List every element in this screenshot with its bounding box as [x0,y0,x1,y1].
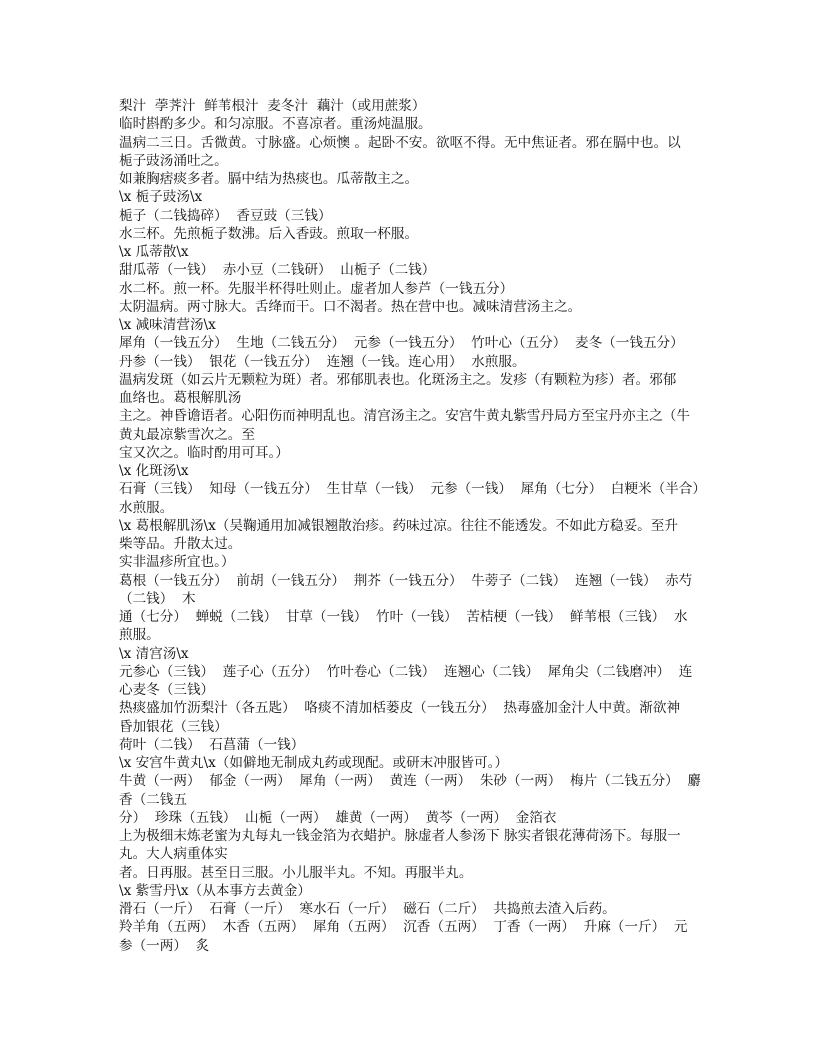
text-line: 柴等品。升散太过。 [119,536,242,552]
ingredient-line: 香（二钱五 [119,791,187,808]
formula-heading: \x 瓜蒂散\x [119,244,189,260]
text-line: 如兼胸痞痰多者。膈中结为热痰也。瓜蒂散主之。 [119,171,419,187]
text-line: 主之。神昏谵语者。心阳伤而神明乱也。清宫汤主之。安宫牛黄丸紫雪丹局方至宝丹亦主之（牛 [119,408,690,425]
text-line: 温病发斑（如云片无颗粒为斑）者。邪郁肌表也。化斑汤主之。发疹（有颗粒为疹）者。邪郁 [119,371,677,388]
ingredient-line: 牛黄（一两） 郁金（一两） 犀角（一两） 黄连（一两） 朱砂（一两） 梅片（二钱五分） 麝 [119,773,702,790]
text-line: 煎服。 [119,627,160,644]
ingredient-line: 石膏（三钱） 知母（一钱五分） 生甘草（一钱） 元参（一钱） 犀角（七分） 白粳米（半合） [119,481,706,498]
ingredient-line: 甜瓜蒂（一钱） 赤小豆（二钱研） 山栀子（二钱） [119,262,436,279]
ingredient-line: 犀角（一钱五分） 生地（二钱五分） 元参（一钱五分） 竹叶心（五分） 麦冬（一钱五分） [119,335,684,352]
text-line: 水煎服。 [119,499,174,516]
ingredient-line: 滑石（一斤） 石膏（一斤） 寒水石（一斤） 磁石（二斤） 共捣煎去渣入后药。 [119,901,616,917]
text-line: 太阴温病。两寸脉大。舌绛而干。口不渴者。热在营中也。减味清营汤主之。 [119,298,582,315]
text-line: 黄丸最凉紫雪次之。至 [119,426,255,443]
ingredient-line: 元参心（三钱） 莲子心（五分） 竹叶卷心（二钱） 连翘心（二钱） 犀角尖（二钱磨冲） 连 [119,663,693,680]
ingredient-line: 栀子（二钱捣碎） 香豆豉（三钱） [119,207,332,224]
ingredient-line: 羚羊角（五两） 木香（五两） 犀角（五两） 沉香（五两） 丁香（一两） 升麻（一斤） 元 [119,919,688,936]
ingredient-line: 荷叶（二钱） 石菖蒲（一钱） [119,736,305,753]
text-line: 临时斟酌多少。和匀凉服。不喜凉者。重汤炖温服。 [119,116,432,133]
text-line: 水三杯。先煎栀子数沸。后入香豉。煎取一杯服。 [119,225,419,242]
text-line: 水二杯。煎一杯。先服半杯得吐则止。虚者加人参芦（一钱五分） [119,280,514,297]
formula-heading: \x 葛根解肌汤\x（吴鞠通用加减银翘散治疹。药味过凉。往往不能透发。不如此方稳妥。至升 [119,517,678,534]
ingredient-line: 丹参（一钱） 银花（一钱五分） 连翘（一钱。连心用） 水煎服。 [119,353,526,370]
text-line: 丸。大人病重体实 [119,846,228,863]
formula-heading: \x 减味清营汤\x [119,317,216,333]
text-line: 上为极细末炼老蜜为丸每丸一钱金箔为衣蜡护。脉虚者人参汤下 脉实者银花薄荷汤下。每服一 [119,828,681,844]
text-line: 宝又次之。临时酌用可耳。） [119,444,289,461]
text-line: 者。日再服。甚至日三服。小儿服半丸。不知。再服半丸。 [119,864,473,881]
formula-heading: \x 化斑汤\x [119,463,189,479]
ingredient-line: 分） 珍珠（五钱） 山栀（一两） 雄黄（一两） 黄芩（一两） 金箔衣 [119,809,557,826]
formula-heading: \x 栀子豉汤\x [119,189,203,206]
text-line: 实非温疹所宜也。） [119,554,235,571]
ingredient-line: 梨汁 荸荠汁 鲜苇根汁 麦冬汁 藕汁（或用蔗浆） [119,98,426,114]
text-line: 昏加银花（三钱） [119,718,228,735]
formula-heading: \x 紫雪丹\x（从本事方去黄金） [119,882,311,899]
text-line: 热痰盛加竹沥梨汁（各五匙） 咯痰不清加栝蒌皮（一钱五分） 热毒盛加金汁人中黄。渐欲神 [119,700,681,717]
ingredient-line: 葛根（一钱五分） 前胡（一钱五分） 荆芥（一钱五分） 牛蒡子（二钱） 连翘（一钱） 赤芍 [119,572,693,589]
ingredient-line: 通（七分） 蝉蜕（二钱） 甘草（一钱） 竹叶（一钱） 苦桔梗（一钱） 鲜苇根（三钱） 水 [119,609,688,625]
text-line: 栀子豉汤涌吐之。 [119,152,228,169]
ingredient-line: （二钱） 木 [119,590,196,607]
formula-heading: \x 清宫汤\x [119,645,189,662]
text-line: 温病二三日。舌微黄。寸脉盛。心烦懊 。起卧不安。欲呕不得。无中焦证者。邪在膈中也。以 [119,134,681,151]
ingredient-line: 心麦冬（三钱） [119,682,215,698]
document-page [119,97,709,955]
ingredient-line: 参（一两） 炙 [119,937,210,954]
formula-heading: \x 安宫牛黄丸\x（如僻地无制成丸药或现配。或研末冲服皆可。） [119,755,509,771]
text-line: 血络也。葛根解肌汤 [119,390,242,406]
